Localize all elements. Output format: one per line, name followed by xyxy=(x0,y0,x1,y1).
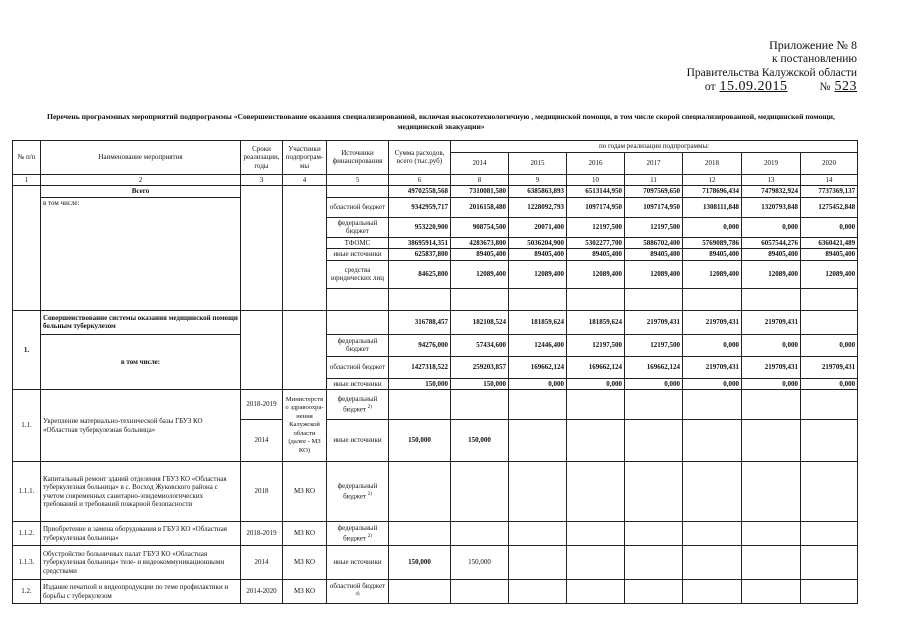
item-1-1-3-name: Обустройство больничных палат ГБУЗ КО «Областная туберкулезная больница» теле- и видеокоммуникационными средствами xyxy=(41,546,241,580)
item-1-1-2-name: Приобретение и замена оборудования в ГБУЗ КО «Областная туберкулезная больница» xyxy=(41,522,241,546)
section-1-total-row: 1. Совершенствование системы оказания медицинской помощи больным туберкулезом 316788,457 182108,524 181859,624 181859,624 219709,431 219709,431 219709,431 xyxy=(13,310,858,334)
header-sum: Сумма расходов, всего (тыс.руб) xyxy=(389,141,451,175)
header-num: № п/п xyxy=(13,141,41,175)
item-1-1-3-row: 1.1.3. Обустройство больничных палат ГБУЗ КО «Областная туберкулезная больница» теле- и видеокоммуникационными средствами 2014 МЗ КО иные источники 150,000 150,000 xyxy=(13,546,858,580)
header-participants: Участники подпрограм-мы xyxy=(283,141,327,175)
column-number-row: 1 2 3 4 5 6 8 9 10 11 12 13 14 xyxy=(13,174,858,186)
section-1-federal-row: в том числе: федеральный бюджет 94276,000 57434,600 12446,400 12197,500 12197,500 0,000 0,000 0,000 xyxy=(13,334,858,356)
total-other-row: иные источники 625837,800 89405,400 89405,400 89405,400 89405,400 89405,400 89405,400 89405,400 xyxy=(13,249,858,261)
decree-number: 523 xyxy=(834,79,857,94)
item-1-1-num: 1.1. xyxy=(13,390,41,462)
decree-date: 15.09.2015 xyxy=(719,79,788,94)
total-regional-row: в том числе: областной бюджет 9342959,717 2016158,480 1228092,793 1097174,950 1097174,950 1308111,848 1320793,848 1275452,848 xyxy=(13,197,858,217)
section-1-other-row: иные источники 150,000 150,000 0,000 0,000 0,000 0,000 0,000 0,000 xyxy=(13,378,858,390)
item-1-1-1-name: Капитальный ремонт зданий отделения ГБУЗ КО «Областная туберкулезная больница» в с. Восход Жуковского района с учетом современных санитарно-эпидемиологических требований и требований пожарной безопасности xyxy=(41,462,241,522)
item-1-1-federal-row: 1.1. Укрепление материально-технической базы ГБУЗ КО «Областная туберкулезная больница» 2018-2019 Министерство здравоохра-нения Калужской области (далее - МЗ КО) федеральный бюджет $^{2)}$ xyxy=(13,390,858,420)
from-label: от xyxy=(704,81,716,93)
section-1-in-that: в том числе: xyxy=(41,334,241,390)
header-year: 2020 xyxy=(801,152,858,174)
item-1-2-name: Издание печатной и видеопродукции по теме профилактики и борьбы с туберкулезом xyxy=(41,580,241,604)
appendix-header xyxy=(687,38,857,94)
header-name: Наименование мероприятия xyxy=(41,141,241,175)
item-1-1-1-row: 1.1.1. Капитальный ремонт зданий отделения ГБУЗ КО «Областная туберкулезная больница» в с. Восход Жуковского района с учетом современных санитарно-эпидемиологических требований и требований пожарной безопасности 2018 МЗ КО федеральный бюджет $^{2)}$ xyxy=(13,462,858,522)
program-table xyxy=(12,140,858,604)
header-by-years: по годам реализации подпрограммы: xyxy=(451,141,858,153)
total-tfoms-row: ТФОМС 38695914,351 4283673,800 5036204,900 5302277,700 5886702,400 5769089,786 6057544,276 6360421,489 xyxy=(13,237,858,249)
section-1-regional-row: областной бюджет 1427318,522 259203,857 169662,124 169662,124 169662,124 219709,431 219709,431 219709,431 xyxy=(13,356,858,378)
header-year: 2019 xyxy=(742,152,801,174)
header-year: 2014 xyxy=(451,152,509,174)
item-1-1-2-row: 1.1.2. Приобретение и замена оборудования в ГБУЗ КО «Областная туберкулезная больница» 2018-2019 МЗ КО федеральный бюджет $^{2)}$ xyxy=(13,522,858,546)
item-1-1-participant: Министерство здравоохра-нения Калужской области (далее - МЗ КО) xyxy=(283,390,327,462)
item-1-1-name: Укрепление материально-технической базы ГБУЗ КО «Областная туберкулезная больница» xyxy=(41,390,241,462)
header-year: 2016 xyxy=(567,152,625,174)
item-1-2-row: 1.2. Издание печатной и видеопродукции по теме профилактики и борьбы с туберкулезом 2014-2020 МЗ КО областной бюджет $^{4)}$ xyxy=(13,580,858,604)
total-row: Всего 49702558,568 7310081,580 6385863,893 6513144,950 7097569,650 7178696,434 7479832,924 7737369,137 xyxy=(13,186,858,198)
header-year: 2018 xyxy=(683,152,742,174)
total-in-that: в том числе: xyxy=(41,197,241,310)
appendix-line3: Правительства Калужской области xyxy=(686,67,857,79)
document-title: Перечень программных мероприятий подпрограммы «Совершенствование оказания специализированной, включая высокотехнологичную , медицинской помощи, в том числе скорой специализированной, медицинской помощи, медицинской эвакуации» xyxy=(47,112,835,131)
total-federal-row: федеральный бюджет 953220,900 908754,500 20071,400 12197,500 12197,500 0,000 0,000 0,000 xyxy=(13,217,858,237)
total-legal-row: средства юридических лиц 84625,800 12089,400 12089,400 12089,400 12089,400 12089,400 12089,400 12089,400 xyxy=(13,260,858,288)
appendix-number: Приложение № 8 xyxy=(769,38,857,52)
header-year: 2015 xyxy=(509,152,567,174)
header-terms: Сроки реализации, годы xyxy=(241,141,283,175)
section-1-num: 1. xyxy=(13,310,41,390)
item-1-1-other-row: 2014 иные источники 150,000 150,000 xyxy=(13,420,858,462)
appendix-line2: к постановлению xyxy=(772,53,857,65)
section-1-title: Совершенствование системы оказания медицинской помощи больным туберкулезом xyxy=(41,310,241,334)
header-sources: Источники финансирования xyxy=(327,141,389,175)
total-label: Всего xyxy=(41,186,241,198)
no-label: № xyxy=(819,81,831,93)
header-year: 2017 xyxy=(625,152,683,174)
appendix-date-line xyxy=(687,80,857,94)
